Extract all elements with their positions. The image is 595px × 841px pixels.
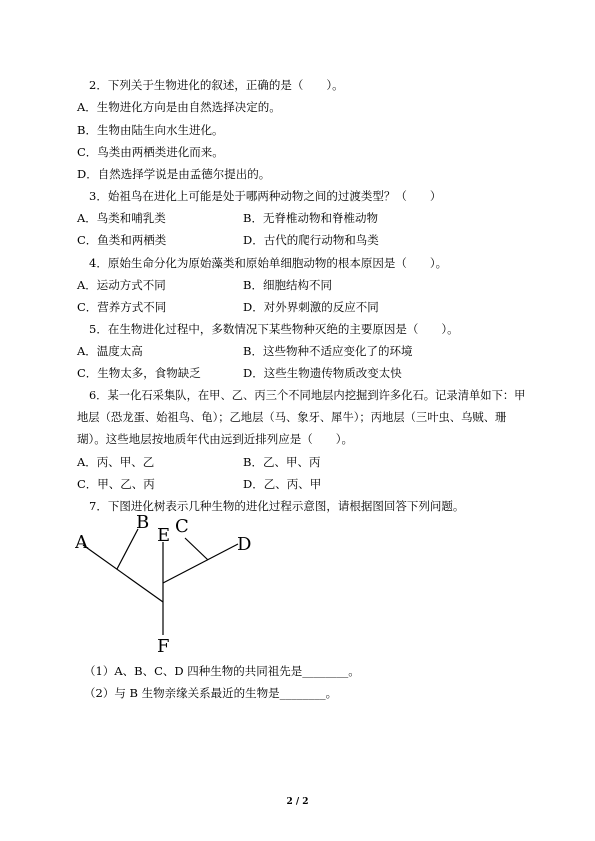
q7-sub1: （1）A、B、C、D 四种生物的共同祖先是________。 <box>84 664 360 678</box>
q6-option-a: A．丙、甲、乙 <box>77 455 155 469</box>
q4-option-b: B．细胞结构不同 <box>243 278 332 292</box>
q3-option-b: B．无脊椎动物和脊椎动物 <box>243 211 378 225</box>
q5-stem: 5．在生物进化过程中，多数情况下某些物种灭绝的主要原因是（ ）。 <box>89 322 459 336</box>
q6-stem-line2: 地层（恐龙蛋、始祖鸟、龟）；乙地层（马、象牙、犀牛）；丙地层（三叶虫、乌贼、珊 <box>77 411 507 424</box>
q6-option-b: B．乙、甲、丙 <box>243 455 321 469</box>
q3-option-c: C．鱼类和两栖类 <box>77 233 167 247</box>
q2-option-c: C．鸟类由两栖类进化而来。 <box>77 145 224 159</box>
branch-c <box>185 538 208 560</box>
q4-option-a: A．运动方式不同 <box>77 278 166 292</box>
q6-option-c: C．甲、乙、丙 <box>77 477 155 491</box>
q5-option-d: D．这些生物遗传物质改变太快 <box>243 366 402 380</box>
branch-a <box>83 545 163 602</box>
q7-stem: 7．下图进化树表示几种生物的进化过程示意图，请根据图回答下列问题。 <box>89 499 465 513</box>
q3-stem: 3．始祖鸟在进化上可能是处于哪两种动物之间的过渡类型？（ ） <box>89 189 442 203</box>
q2-stem: 2．下列关于生物进化的叙述，正确的是（ ）。 <box>89 78 344 92</box>
label-f: F <box>157 636 170 655</box>
q3-option-d: D．古代的爬行动物和鸟类 <box>243 233 379 247</box>
q6-option-d: D．乙、丙、甲 <box>243 477 322 491</box>
q2-option-b: B．生物由陆生向水生进化。 <box>77 123 224 137</box>
q5-option-b: B．这些物种不适应变化了的环境 <box>243 344 413 358</box>
label-c: C <box>175 516 189 537</box>
q4-stem: 4．原始生命分化为原始藻类和原始单细胞动物的根本原因是（ ）。 <box>89 256 448 270</box>
label-e: E <box>157 525 171 546</box>
q4-option-c: C．营养方式不同 <box>77 300 167 314</box>
q5-option-c: C．生物太多，食物缺乏 <box>77 366 201 380</box>
q2-option-a: A．生物进化方向是由自然选择决定的。 <box>77 100 281 114</box>
q4-option-d: D．对外界刺激的反应不同 <box>243 300 379 314</box>
label-d: D <box>237 534 252 555</box>
q2-option-d: D．自然选择学说是由孟德尔提出的。 <box>77 167 271 181</box>
q7-sub2: （2）与 B 生物亲缘关系最近的生物是________。 <box>84 686 338 700</box>
page-number: 2 / 2 <box>286 797 309 807</box>
label-b: B <box>136 515 150 533</box>
q5-option-a: A．温度太高 <box>77 344 143 358</box>
q6-stem-line3: 瑚）。这些地层按地质年代由远到近排列应是（ ）。 <box>77 432 353 446</box>
q6-stem-line1: 6．某一化石采集队，在甲、乙、丙三个不同地层内挖掘到许多化石。记录清单如下：甲 <box>89 389 526 402</box>
q3-option-a: A．鸟类和哺乳类 <box>77 211 166 225</box>
label-a: A <box>75 532 88 553</box>
branch-b <box>117 529 138 569</box>
branch-d <box>163 544 238 583</box>
evolution-tree-diagram <box>75 515 275 655</box>
